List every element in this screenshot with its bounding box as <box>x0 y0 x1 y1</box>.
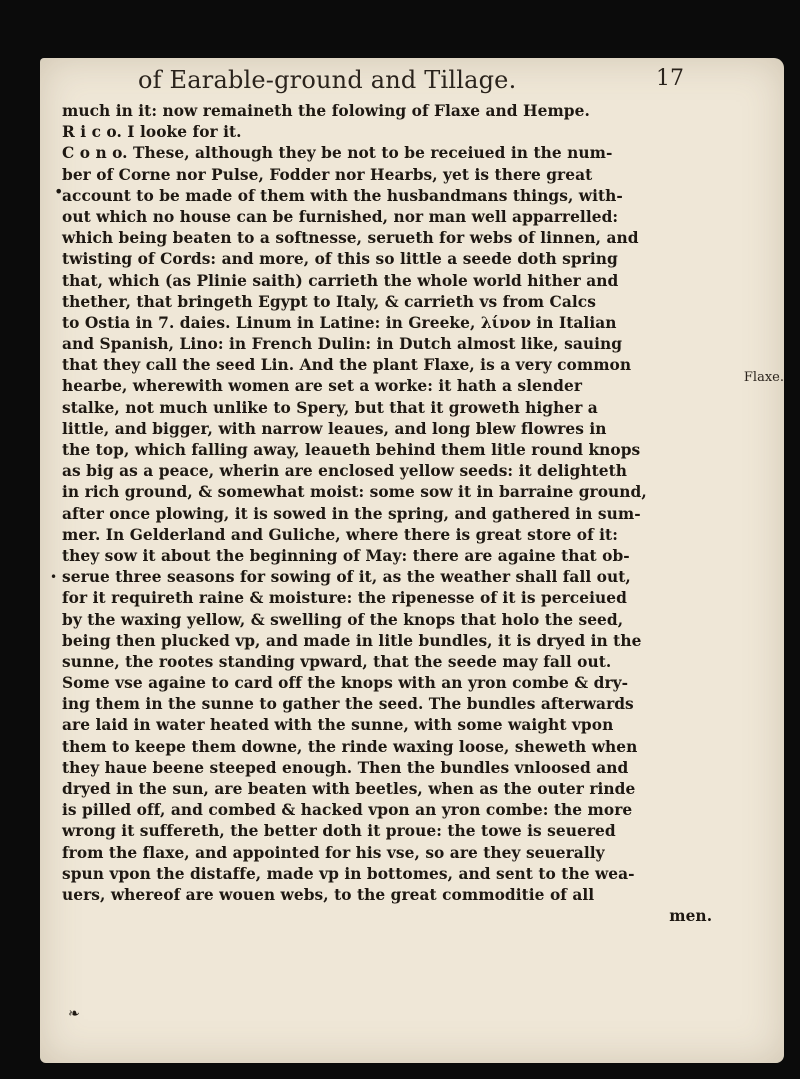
body-text <box>62 100 742 926</box>
running-head <box>118 64 738 100</box>
text-line: are laid in water heated with the sunne, with some waight vpon <box>62 715 614 735</box>
text-line: in rich ground, & somewhat moist: some sow it in barraine ground, <box>62 482 647 502</box>
margin-bullet: • <box>50 570 58 584</box>
text-line: being then plucked vp, and made in litle bundles, it is dryed in the <box>62 630 642 650</box>
text-line: twisting of Cords: and more, of this so little a seede doth spring <box>62 249 618 269</box>
text-line: mer. In Gelderland and Guliche, where there is great store of it: <box>62 524 618 544</box>
text-line: dryed in the sun, are beaten with beetles, when as the outer rinde <box>62 779 636 798</box>
text-line: account to be made of them with the husbandmans things, with- <box>62 185 623 205</box>
text-line: that, which (as Plinie saith) carrieth the whole world hither and <box>62 270 619 290</box>
text-line: R i c o. I looke for it. <box>62 122 242 142</box>
text-line: Some vse againe to card off the knops with an yron combe & dry- <box>62 673 629 693</box>
text-line: thether, that bringeth Egypt to Italy, & carrieth vs from Calcs <box>62 291 596 311</box>
text-line: they haue beene steeped enough. Then the bundles vnloosed and <box>62 757 629 777</box>
text-line: wrong it suffereth, the better doth it proue: the towe is seuered <box>62 821 616 841</box>
catchword: men. <box>669 906 713 926</box>
margin-bullet: • <box>54 182 64 201</box>
running-title: of Earable-ground and Tillage. <box>138 66 517 94</box>
text-line: stalke, not much unlike to Spery, but that it groweth higher a <box>62 397 598 417</box>
text-line: for it requireth raine & moisture: the ripenesse of it is perceiued <box>62 588 627 608</box>
text-line: they sow it about the beginning of May: there are againe that ob- <box>62 545 630 565</box>
text-line: ber of Corne nor Pulse, Fodder nor Hearbs, yet is there great <box>62 164 593 184</box>
page-number: 17 <box>656 66 684 91</box>
text-line: hearbe, wherewith women are set a worke: it hath a slender <box>62 376 582 396</box>
text-line: and Spanish, Lino: in French Dulin: in Dutch almost like, sauing <box>62 334 623 354</box>
text-line: ing them in the sunne to gather the seed. The bundles afterwards <box>62 694 634 714</box>
text-line: much in it: now remaineth the folowing of Flaxe and Hempe. <box>62 101 590 120</box>
margin-note: Flaxe. <box>743 370 784 385</box>
fleuron-mark: ❧ <box>68 1006 80 1022</box>
text-line: from the flaxe, and appointed for his vse, so are they seuerally <box>62 842 605 862</box>
text-line: the top, which falling away, leaueth behind them litle round knops <box>62 440 641 459</box>
text-line: that they call the seed Lin. And the plant Flaxe, is a very common <box>62 355 632 375</box>
text-line: spun vpon the distaffe, made vp in bottomes, and sent to the wea- <box>62 863 635 883</box>
book-page <box>40 58 784 1063</box>
text-line: sunne, the rootes standing vpward, that the seede may fall out. <box>62 651 612 671</box>
text-line: as big as a peace, wherin are enclosed yellow seeds: it delighteth <box>62 461 628 481</box>
text-line: them to keepe them downe, the rinde waxing loose, sheweth when <box>62 736 638 756</box>
text-line: to Ostia in 7. daies. Linum in Latine: in Greeke, λίνον in Italian <box>62 312 617 332</box>
text-line: which being beaten to a softnesse, serueth for webs of linnen, and <box>62 228 639 248</box>
text-line: uers, whereof are wouen webs, to the great commoditie of all <box>62 884 595 904</box>
text-line: out which no house can be furnished, nor man well apparrelled: <box>62 206 619 226</box>
text-line: after once plowing, it is sowed in the spring, and gathered in sum- <box>62 503 641 523</box>
text-line: serue three seasons for sowing of it, as the weather shall fall out, <box>62 567 631 587</box>
text-line: is pilled off, and combed & hacked vpon an yron combe: the more <box>62 800 633 820</box>
text-line: little, and bigger, with narrow leaues, and long blew flowres in <box>62 418 607 438</box>
text-line: by the waxing yellow, & swelling of the knops that holo the seed, <box>62 609 624 629</box>
text-line: C o n o. These, although they be not to be receiued in the num- <box>62 143 613 163</box>
